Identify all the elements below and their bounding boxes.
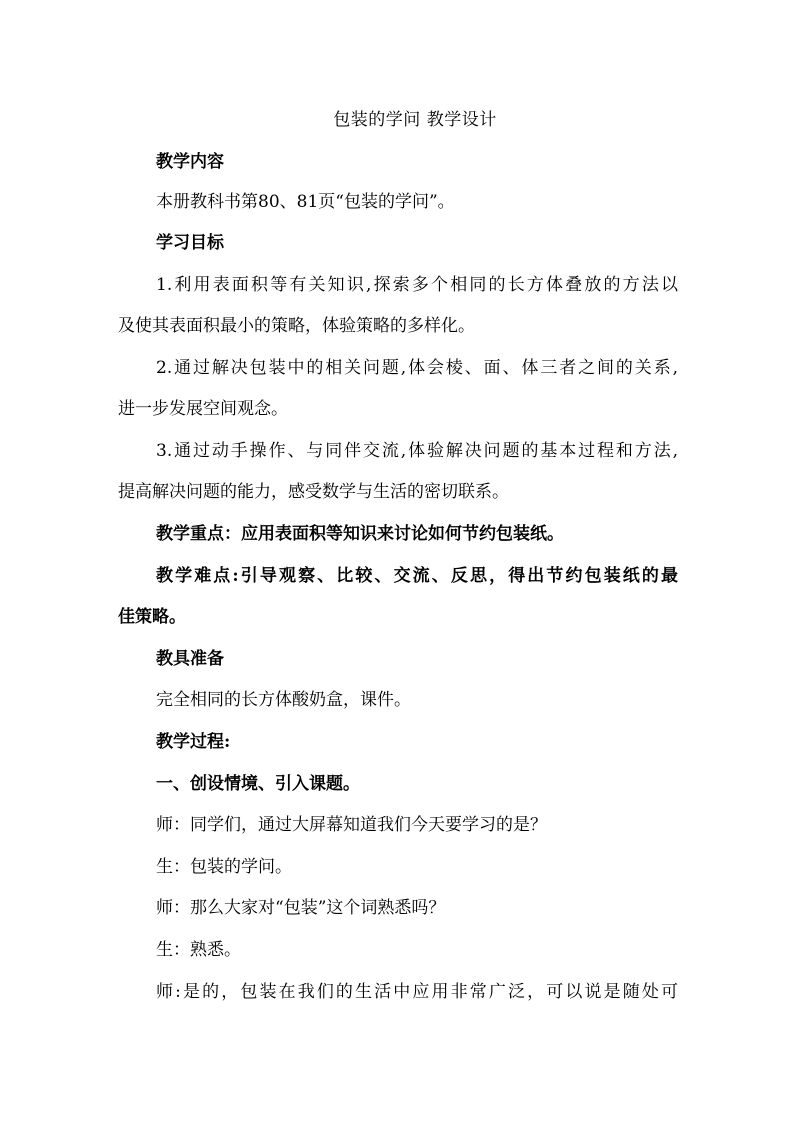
goals-heading: 学习目标 bbox=[156, 233, 224, 253]
dialogue-line-1: 师：同学们，通过大屏幕知道我们今天要学习的是？ bbox=[156, 815, 547, 835]
dialogue-line-3: 师：那么大家对“包装”这个词熟悉吗？ bbox=[156, 898, 446, 918]
dialogue-line-4: 生：熟悉。 bbox=[156, 940, 241, 960]
key-point: 教学重点：应用表面积等知识来讨论如何节约包装纸。 bbox=[156, 524, 564, 544]
goal-2-line-1: 2.通过解决包装中的相关问题,体会棱、面、体三者之间的关系, bbox=[156, 358, 678, 378]
content-text: 本册教科书第80、81页“包装的学问”。 bbox=[156, 192, 455, 212]
materials-text: 完全相同的长方体酸奶盒，课件。 bbox=[156, 690, 411, 710]
difficulty-line-2: 佳策略。 bbox=[118, 607, 186, 627]
goal-1-line-1: 1.利用表面积等有关知识,探索多个相同的长方体叠放的方法以 bbox=[156, 275, 678, 295]
document-title: 包装的学问 教学设计 bbox=[333, 110, 497, 130]
goal-1-line-2: 及使其表面积最小的策略，体验策略的多样化。 bbox=[118, 316, 475, 336]
materials-heading: 教具准备 bbox=[156, 649, 224, 669]
dialogue-line-5: 师:是的，包装在我们的生活中应用非常广泛，可以说是随处可 bbox=[156, 982, 678, 1002]
dialogue-line-2: 生：包装的学问。 bbox=[156, 857, 292, 877]
content-heading: 教学内容 bbox=[156, 152, 224, 172]
process-heading: 教学过程: bbox=[156, 732, 231, 752]
goal-2-line-2: 进一步发展空间观念。 bbox=[118, 399, 288, 419]
goal-3-line-1: 3.通过动手操作、与同伴交流,体验解决问题的基本过程和方法, bbox=[156, 441, 678, 461]
step-1-heading: 一、创设情境、引入课题。 bbox=[156, 774, 360, 794]
difficulty-line-1: 教学难点:引导观察、比较、交流、反思，得出节约包装纸的最 bbox=[156, 566, 678, 586]
goal-3-line-2: 提高解决问题的能力，感受数学与生活的密切联系。 bbox=[118, 482, 509, 502]
